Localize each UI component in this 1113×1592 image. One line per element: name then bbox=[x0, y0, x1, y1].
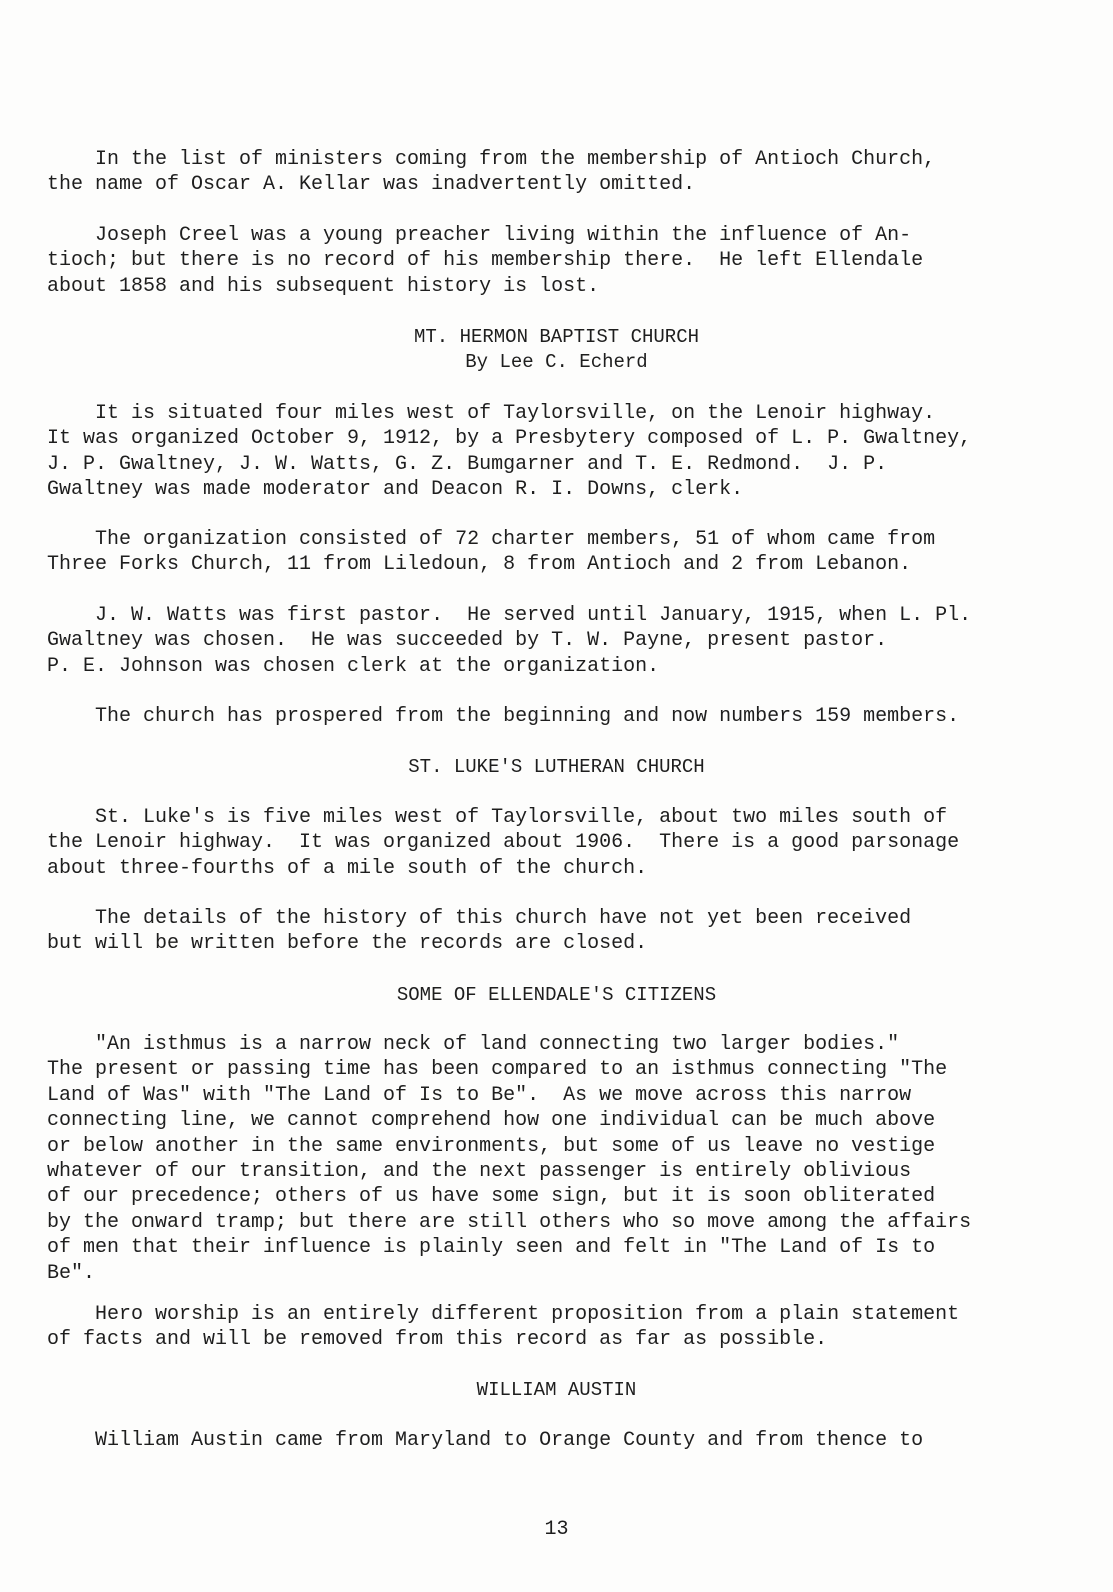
heading-st-lukes: ST. LUKE'S LUTHERAN CHURCH bbox=[408, 756, 705, 778]
heading-mt-hermon: MT. HERMON BAPTIST CHURCH bbox=[413, 326, 700, 348]
heading-william-austin: WILLIAM AUSTIN bbox=[476, 1379, 637, 1401]
paragraph-mt-hermon-growth: The church has prospered from the beginning and now numbers 159 members. bbox=[47, 705, 960, 728]
page-number: 13 bbox=[544, 1518, 569, 1541]
paragraph-isthmus: "An isthmus is a narrow neck of land connecting two larger bodies." The present or passing time has been compared to an isthmus connecting "The Land of Was" with "The Land of Is to Be". As we move across this narrow connecting line, we cannot comprehend how one individual can be much above or below another in the same environments, but some of us leave no vestige whatever of our transition, and the next passenger is entirely oblivious of our precedence; others of us have some sign, but it is soon obliterated by the onward tramp; but there are still others who so move among the affairs of men that their influence is plainly seen and felt in "The Land of Is to Be". bbox=[47, 1033, 972, 1285]
paragraph-ministers-note: In the list of ministers coming from the membership of Antioch Church, the name of Oscar A. Kellar was inadvertently omitted. bbox=[47, 148, 936, 197]
paragraph-hero-worship: Hero worship is an entirely different proposition from a plain statement of facts and will be removed from this record as far as possible. bbox=[47, 1303, 960, 1352]
paragraph-st-lukes-location: St. Luke's is five miles west of Taylorsville, about two miles south of the Lenoir highway. It was organized about 1906. There is a good parsonage about three-fourths of a mile south of the church. bbox=[47, 806, 960, 880]
paragraph-mt-hermon-pastors: J. W. Watts was first pastor. He served until January, 1915, when L. Pl. Gwaltney was chosen. He was succeeded by T. W. Payne, present pastor. P. E. Johnson was chosen clerk at the organization. bbox=[47, 604, 972, 678]
byline-mt-hermon: By Lee C. Echerd bbox=[465, 351, 648, 373]
paragraph-st-lukes-details: The details of the history of this church have not yet been received but will be written before the records are closed. bbox=[47, 907, 912, 956]
heading-ellendale-citizens: SOME OF ELLENDALE'S CITIZENS bbox=[396, 984, 717, 1006]
paragraph-joseph-creel: Joseph Creel was a young preacher living within the influence of An- tioch; but there is no record of his membership there. He left Ellendale about 1858 and his subsequent history is lost. bbox=[47, 224, 924, 298]
paragraph-mt-hermon-members: The organization consisted of 72 charter members, 51 of whom came from Three Forks Church, 11 from Liledoun, 8 from Antioch and 2 from Lebanon. bbox=[47, 528, 936, 577]
paragraph-william-austin: William Austin came from Maryland to Orange County and from thence to bbox=[47, 1429, 924, 1452]
paragraph-mt-hermon-location: It is situated four miles west of Taylorsville, on the Lenoir highway. It was organized October 9, 1912, by a Presbytery composed of L. P. Gwaltney, J. P. Gwaltney, J. W. Watts, G. Z. Bumgarner and T. E. Redmond. J. P. Gwaltney was made moderator and Deacon R. I. Downs, clerk. bbox=[47, 402, 972, 502]
